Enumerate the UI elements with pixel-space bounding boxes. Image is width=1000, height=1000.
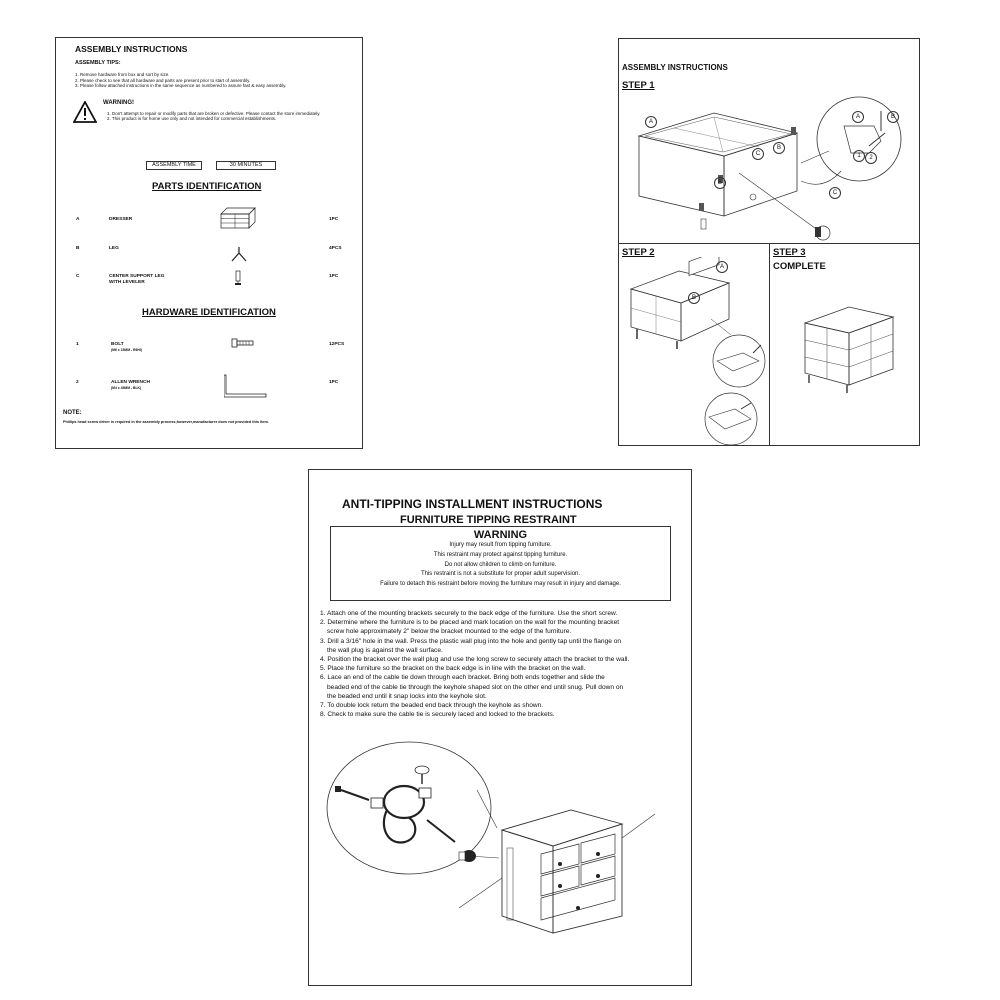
callout-b: B <box>688 292 700 304</box>
step-3-complete: COMPLETE <box>773 261 826 272</box>
hardware-id: 2 <box>76 380 79 385</box>
hardware-qty: 1PC <box>329 380 339 385</box>
callout-b: B <box>714 177 726 189</box>
step-line: 3. Drill a 3/16" hole in the wall. Press the plastic wall plug into the hole and gently tap until the flange on <box>320 637 622 645</box>
callout-a: A <box>852 111 864 123</box>
callout-c: C <box>752 148 764 160</box>
warning-heading: WARNING! <box>103 100 134 106</box>
bolt-icon <box>231 338 255 348</box>
assembly-time-value: 30 MINUTES <box>216 161 276 170</box>
assembly-instructions-page <box>55 37 363 449</box>
part-qty: 1PC <box>329 274 339 279</box>
callout-1: 1 <box>853 150 865 162</box>
warning-line: Do not allow children to climb on furniture. <box>444 561 557 568</box>
support-leg-icon <box>233 270 243 286</box>
step-line: 8. Check to make sure the cable tie is securely laced and locked to the brackets. <box>320 711 555 719</box>
assembly-steps-page <box>618 38 920 446</box>
assembly-time-label: ASSEMBLY TIME <box>146 161 202 170</box>
part-qty: 1PC <box>329 217 339 222</box>
allen-wrench-icon <box>224 374 268 398</box>
warning-line: This restraint may protect against tipping furniture. <box>433 551 568 558</box>
note-text: Phillips head screw driver is required in the assembly process;however,manufacturer does not provided this item. <box>63 420 269 424</box>
step-line: 2. Determine where the furniture is to be placed and mark location on the wall for the mounting bracket <box>320 619 620 627</box>
step-line: 4. Position the bracket over the wall plug and use the long screw to securely attach the bracket to the wall. <box>320 656 630 664</box>
step-1-illustration <box>619 91 919 243</box>
part-id: C <box>76 274 80 279</box>
anti-tipping-illustration <box>309 738 692 978</box>
hardware-qty: 12PCS <box>329 342 345 347</box>
warning-line: 2. This product is for home use only and not intended for commercial establishments. <box>107 116 277 122</box>
warning-line: Failure to detach this restraint before moving the furniture may result in injury and damage. <box>380 581 621 588</box>
callout-a: A <box>716 261 728 273</box>
hardware-spec: (M6 x 15MM - R6HI) <box>111 348 142 352</box>
parts-heading: PARTS IDENTIFICATION <box>152 181 262 192</box>
tips-heading: ASSEMBLY TIPS: <box>75 60 121 66</box>
step-line: screw hole approximately 2" below the bracket mounted to the edge of the furniture. <box>327 628 572 636</box>
part-name: DRESSER <box>109 217 133 222</box>
leg-icon <box>230 245 248 263</box>
completed-dresser-illustration <box>769 299 920 399</box>
step-line: 7. To double lock return the beaded end back through the keyhole as shown. <box>320 702 544 710</box>
step-2-label: STEP 2 <box>622 247 655 258</box>
dresser-icon <box>219 206 257 230</box>
callout-b: B <box>887 111 899 123</box>
step-line: 5. Place the furniture so the bracket on the back edge is in line with the bracket on the wall. <box>320 665 586 673</box>
part-qty: 4PCS <box>329 246 342 251</box>
hardware-name: BOLT <box>111 342 124 347</box>
part-id: B <box>76 246 80 251</box>
step-2-illustration <box>619 257 769 445</box>
part-name-2: WITH LEVELER <box>109 280 145 285</box>
warning-line: This restraint is not a substitute for proper adult supervision. <box>420 571 581 578</box>
tip-item: 2. Please check to see that all hardware and parts are present prior to start of assembly. <box>75 77 251 83</box>
hardware-name: ALLEN WRENCH <box>111 380 150 385</box>
warning-box <box>330 526 671 601</box>
page-subtitle: FURNITURE TIPPING RESTRAINT <box>400 514 577 526</box>
warning-triangle-icon <box>73 101 97 123</box>
callout-a: A <box>645 116 657 128</box>
step-line: 6. Lace an end of the cable tie down through each bracket. Bring both ends together and slide the <box>320 674 605 682</box>
hardware-spec: (M4 x 45MM - BLK) <box>111 386 142 390</box>
part-name: LEG <box>109 246 119 251</box>
callout-b: B <box>773 142 785 154</box>
step-line: the wall plug is against the wall surface. <box>327 646 443 654</box>
part-id: A <box>76 217 80 222</box>
tip-item: 1. Remove hardware from box and sort by size. <box>75 72 170 77</box>
part-name: CENTER SUPPORT LEG <box>109 274 165 279</box>
anti-tipping-page <box>308 469 692 986</box>
step-1-label: STEP 1 <box>622 80 655 91</box>
step-line: 1. Attach one of the mounting brackets securely to the back edge of the furniture. Use the short screw. <box>320 610 618 617</box>
step-line: beaded end of the cable tie through the keyhole shaped slot on the other end until snug. Pull down on <box>327 683 624 691</box>
warning-text <box>103 111 341 122</box>
warning-title: WARNING <box>473 529 528 541</box>
page-title: ASSEMBLY INSTRUCTIONS <box>622 63 728 72</box>
warning-line: Injury may result from tipping furniture. <box>449 542 552 548</box>
hardware-heading: HARDWARE IDENTIFICATION <box>142 307 276 318</box>
note-heading: NOTE: <box>63 410 82 416</box>
page-title: ANTI-TIPPING INSTALLMENT INSTRUCTIONS <box>342 497 603 511</box>
step-line: the beaded end until it snap locks into the keyhole slot. <box>327 692 487 700</box>
instruction-steps <box>320 609 690 719</box>
tip-item: 3. Please follow attached instructions in the same sequence as numbered to assure fast & easy assembly. <box>75 83 287 89</box>
page-title: ASSEMBLY INSTRUCTIONS <box>75 44 188 54</box>
hardware-id: 1 <box>76 342 79 347</box>
tips-list <box>75 72 286 89</box>
step-3-label: STEP 3 <box>773 247 806 258</box>
callout-2: 2 <box>865 152 877 164</box>
callout-c: C <box>829 187 841 199</box>
warning-line: 1. Don't attempt to repair or modify parts that are broken or defective. Please contact the store immediately. <box>107 111 321 116</box>
